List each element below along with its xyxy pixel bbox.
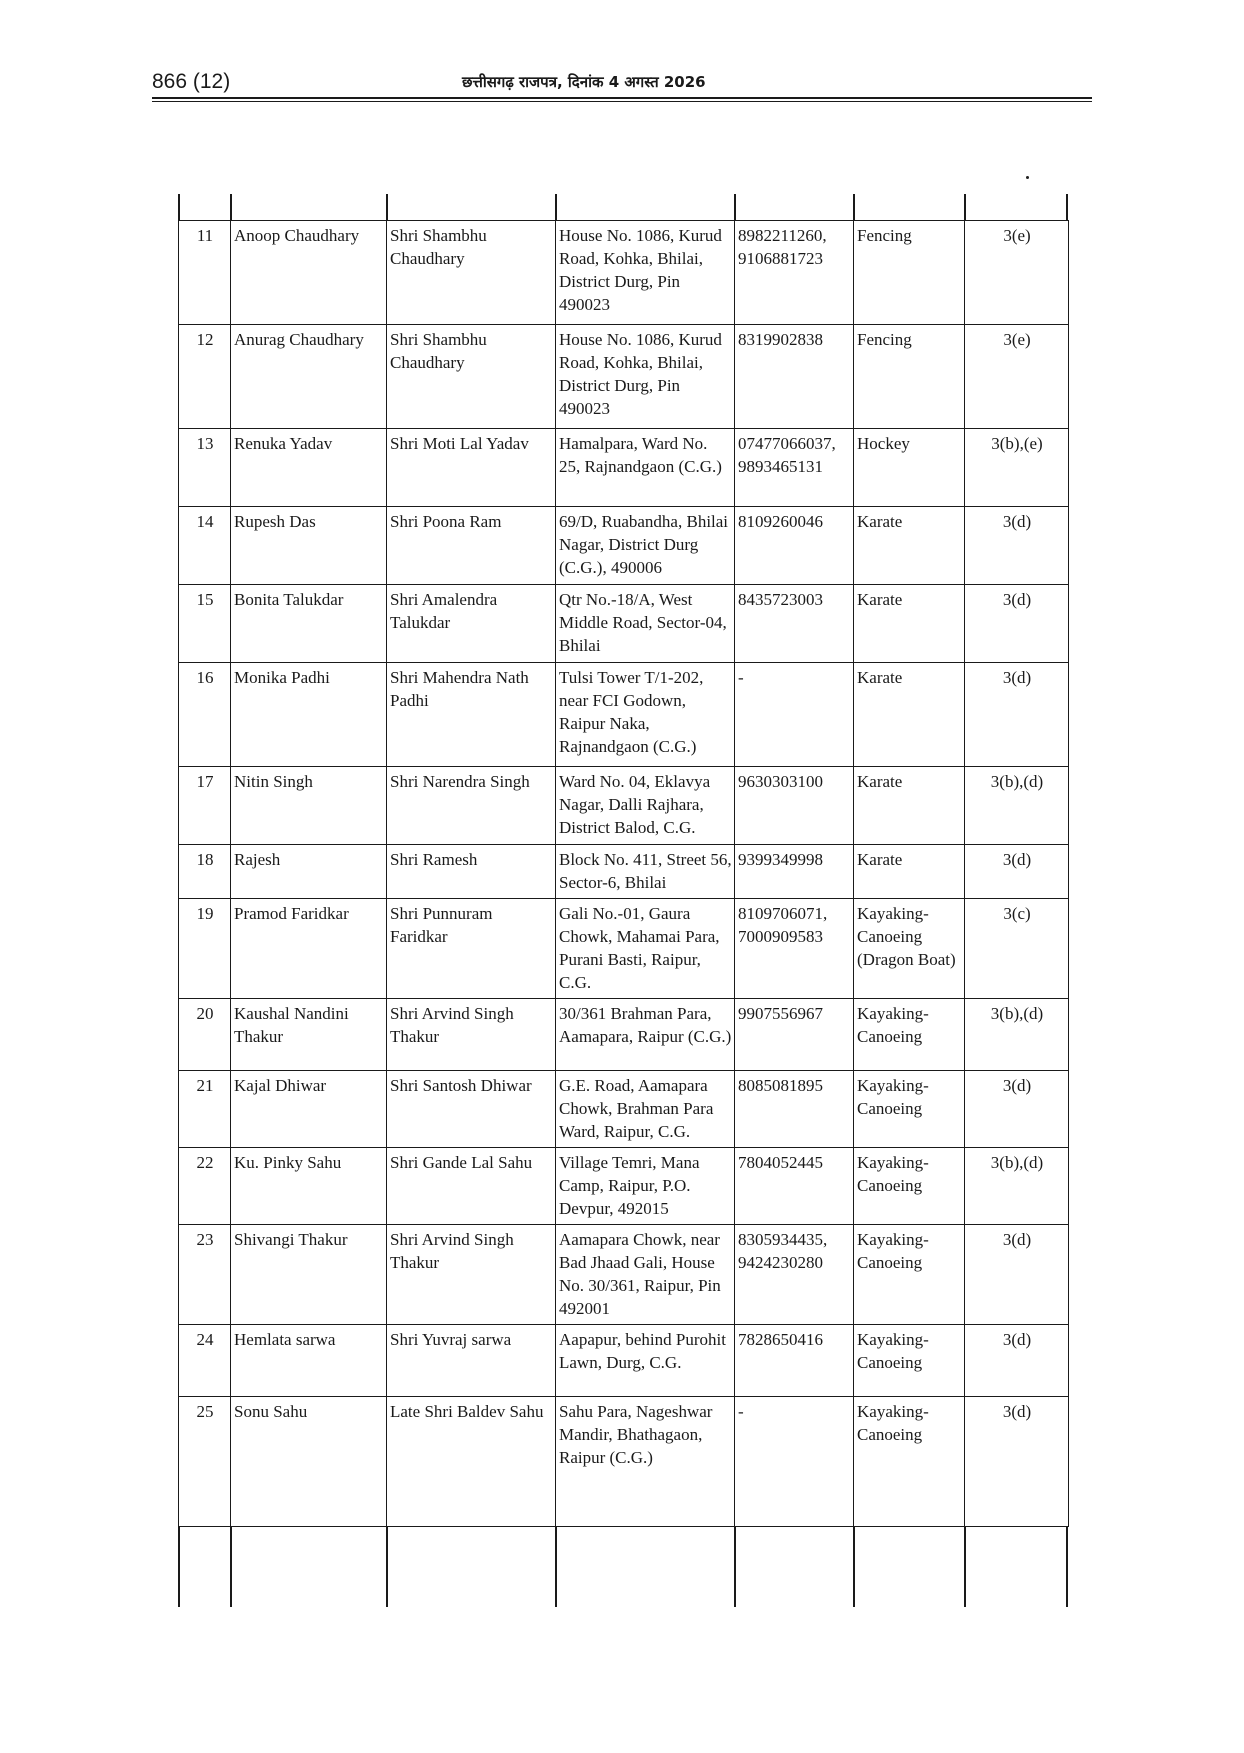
table-row [179,845,1069,899]
page-number: 866 (12) [152,70,231,93]
table-row [179,1225,1069,1325]
phone-cell: 9399349998 [735,845,854,899]
phone-cell: 8982211260, 9106881723 [735,221,854,325]
name-cell: Pramod Faridkar [231,899,387,999]
phone-cell: 9907556967 [735,999,854,1071]
name-cell: Renuka Yadav [231,429,387,507]
table-row [179,1148,1069,1225]
address-cell: Tulsi Tower T/1-202, near FCI Godown, Raipur Naka, Rajnandgaon (C.G.) [556,663,735,767]
father-name-cell: Shri Yuvraj sarwa [387,1325,556,1397]
table-row [179,899,1069,999]
address-cell: House No. 1086, Kurud Road, Kohka, Bhilai, District Durg, Pin 490023 [556,221,735,325]
address-cell: Ward No. 04, Eklavya Nagar, Dalli Rajhara, District Balod, C.G. [556,767,735,845]
serial-number-cell: 20 [179,999,231,1071]
father-name-cell: Shri Arvind Singh Thakur [387,1225,556,1325]
table-row [179,221,1069,325]
name-cell: Shivangi Thakur [231,1225,387,1325]
header-rule [152,97,1092,99]
phone-cell: - [735,1397,854,1527]
serial-number-cell: 19 [179,899,231,999]
sport-cell: Hockey [854,429,965,507]
sport-cell: Karate [854,845,965,899]
phone-cell: - [735,663,854,767]
name-cell: Hemlata sarwa [231,1325,387,1397]
section-cell: 3(d) [965,845,1069,899]
address-cell: Aapapur, behind Purohit Lawn, Durg, C.G. [556,1325,735,1397]
table-row [179,1397,1069,1527]
serial-number-cell: 17 [179,767,231,845]
address-cell: 69/D, Ruabandha, Bhilai Nagar, District Durg (C.G.), 490006 [556,507,735,585]
address-cell: House No. 1086, Kurud Road, Kohka, Bhilai, District Durg, Pin 490023 [556,325,735,429]
address-cell: Sahu Para, Nageshwar Mandir, Bhathagaon, Raipur (C.G.) [556,1397,735,1527]
section-cell: 3(b),(d) [965,1148,1069,1225]
phone-cell: 8319902838 [735,325,854,429]
section-cell: 3(d) [965,1325,1069,1397]
table-row [179,1071,1069,1148]
table-top-stubs [178,194,1068,220]
father-name-cell: Shri Shambhu Chaudhary [387,221,556,325]
sport-cell: Karate [854,767,965,845]
table-row [179,507,1069,585]
serial-number-cell: 23 [179,1225,231,1325]
name-cell: Kaushal Nandini Thakur [231,999,387,1071]
serial-number-cell: 22 [179,1148,231,1225]
section-cell: 3(b),(e) [965,429,1069,507]
section-cell: 3(b),(d) [965,767,1069,845]
section-cell: 3(b),(d) [965,999,1069,1071]
awardee-table [178,220,1069,1527]
sport-cell: Kayaking-Canoeing (Dragon Boat) [854,899,965,999]
name-cell: Rajesh [231,845,387,899]
address-cell: Qtr No.-18/A, West Middle Road, Sector-04, Bhilai [556,585,735,663]
table-row [179,585,1069,663]
phone-cell: 8435723003 [735,585,854,663]
table-body [179,221,1069,1527]
address-cell: G.E. Road, Aamapara Chowk, Brahman Para Ward, Raipur, C.G. [556,1071,735,1148]
sport-cell: Kayaking-Canoeing [854,1325,965,1397]
name-cell: Sonu Sahu [231,1397,387,1527]
phone-cell: 8109706071, 7000909583 [735,899,854,999]
sport-cell: Karate [854,585,965,663]
phone-cell: 07477066037, 9893465131 [735,429,854,507]
serial-number-cell: 24 [179,1325,231,1397]
section-cell: 3(d) [965,507,1069,585]
address-cell: 30/361 Brahman Para, Aamapara, Raipur (C.G.) [556,999,735,1071]
father-name-cell: Shri Arvind Singh Thakur [387,999,556,1071]
serial-number-cell: 15 [179,585,231,663]
sport-cell: Kayaking-Canoeing [854,1071,965,1148]
section-cell: 3(d) [965,585,1069,663]
sport-cell: Fencing [854,221,965,325]
sport-cell: Kayaking-Canoeing [854,1148,965,1225]
address-cell: Village Temri, Mana Camp, Raipur, P.O. Devpur, 492015 [556,1148,735,1225]
table-row [179,767,1069,845]
father-name-cell: Shri Punnuram Faridkar [387,899,556,999]
gazette-title: छत्तीसगढ़ राजपत्र, दिनांक 4 अगस्त 2026 [462,73,706,91]
serial-number-cell: 21 [179,1071,231,1148]
serial-number-cell: 13 [179,429,231,507]
phone-cell: 9630303100 [735,767,854,845]
serial-number-cell: 25 [179,1397,231,1527]
sport-cell: Karate [854,663,965,767]
sport-cell: Kayaking-Canoeing [854,1225,965,1325]
section-cell: 3(d) [965,1071,1069,1148]
header-rule [152,101,1092,102]
name-cell: Ku. Pinky Sahu [231,1148,387,1225]
address-cell: Aamapara Chowk, near Bad Jhaad Gali, House No. 30/361, Raipur, Pin 492001 [556,1225,735,1325]
father-name-cell: Shri Shambhu Chaudhary [387,325,556,429]
father-name-cell: Shri Gande Lal Sahu [387,1148,556,1225]
father-name-cell: Shri Moti Lal Yadav [387,429,556,507]
father-name-cell: Shri Mahendra Nath Padhi [387,663,556,767]
table-row [179,663,1069,767]
section-cell: 3(e) [965,221,1069,325]
serial-number-cell: 11 [179,221,231,325]
section-cell: 3(e) [965,325,1069,429]
father-name-cell: Late Shri Baldev Sahu [387,1397,556,1527]
address-cell: Hamalpara, Ward No. 25, Rajnandgaon (C.G.) [556,429,735,507]
table-row [179,1325,1069,1397]
table-row [179,429,1069,507]
name-cell: Bonita Talukdar [231,585,387,663]
phone-cell: 8109260046 [735,507,854,585]
sport-cell: Karate [854,507,965,585]
page-header [152,64,1092,98]
sport-cell: Kayaking-Canoeing [854,1397,965,1527]
serial-number-cell: 16 [179,663,231,767]
section-cell: 3(d) [965,1225,1069,1325]
serial-number-cell: 18 [179,845,231,899]
address-cell: Gali No.-01, Gaura Chowk, Mahamai Para, Purani Basti, Raipur, C.G. [556,899,735,999]
father-name-cell: Shri Amalendra Talukdar [387,585,556,663]
name-cell: Kajal Dhiwar [231,1071,387,1148]
sport-cell: Fencing [854,325,965,429]
name-cell: Anurag Chaudhary [231,325,387,429]
section-cell: 3(d) [965,663,1069,767]
section-cell: 3(d) [965,1397,1069,1527]
serial-number-cell: 14 [179,507,231,585]
scan-speck [1026,176,1029,179]
name-cell: Anoop Chaudhary [231,221,387,325]
father-name-cell: Shri Ramesh [387,845,556,899]
father-name-cell: Shri Narendra Singh [387,767,556,845]
phone-cell: 8085081895 [735,1071,854,1148]
phone-cell: 7828650416 [735,1325,854,1397]
phone-cell: 7804052445 [735,1148,854,1225]
table-row [179,325,1069,429]
sport-cell: Kayaking-Canoeing [854,999,965,1071]
section-cell: 3(c) [965,899,1069,999]
address-cell: Block No. 411, Street 56, Sector-6, Bhilai [556,845,735,899]
table-bottom-stubs [178,1527,1068,1607]
father-name-cell: Shri Poona Ram [387,507,556,585]
name-cell: Rupesh Das [231,507,387,585]
name-cell: Monika Padhi [231,663,387,767]
father-name-cell: Shri Santosh Dhiwar [387,1071,556,1148]
table-row [179,999,1069,1071]
serial-number-cell: 12 [179,325,231,429]
phone-cell: 8305934435, 9424230280 [735,1225,854,1325]
name-cell: Nitin Singh [231,767,387,845]
